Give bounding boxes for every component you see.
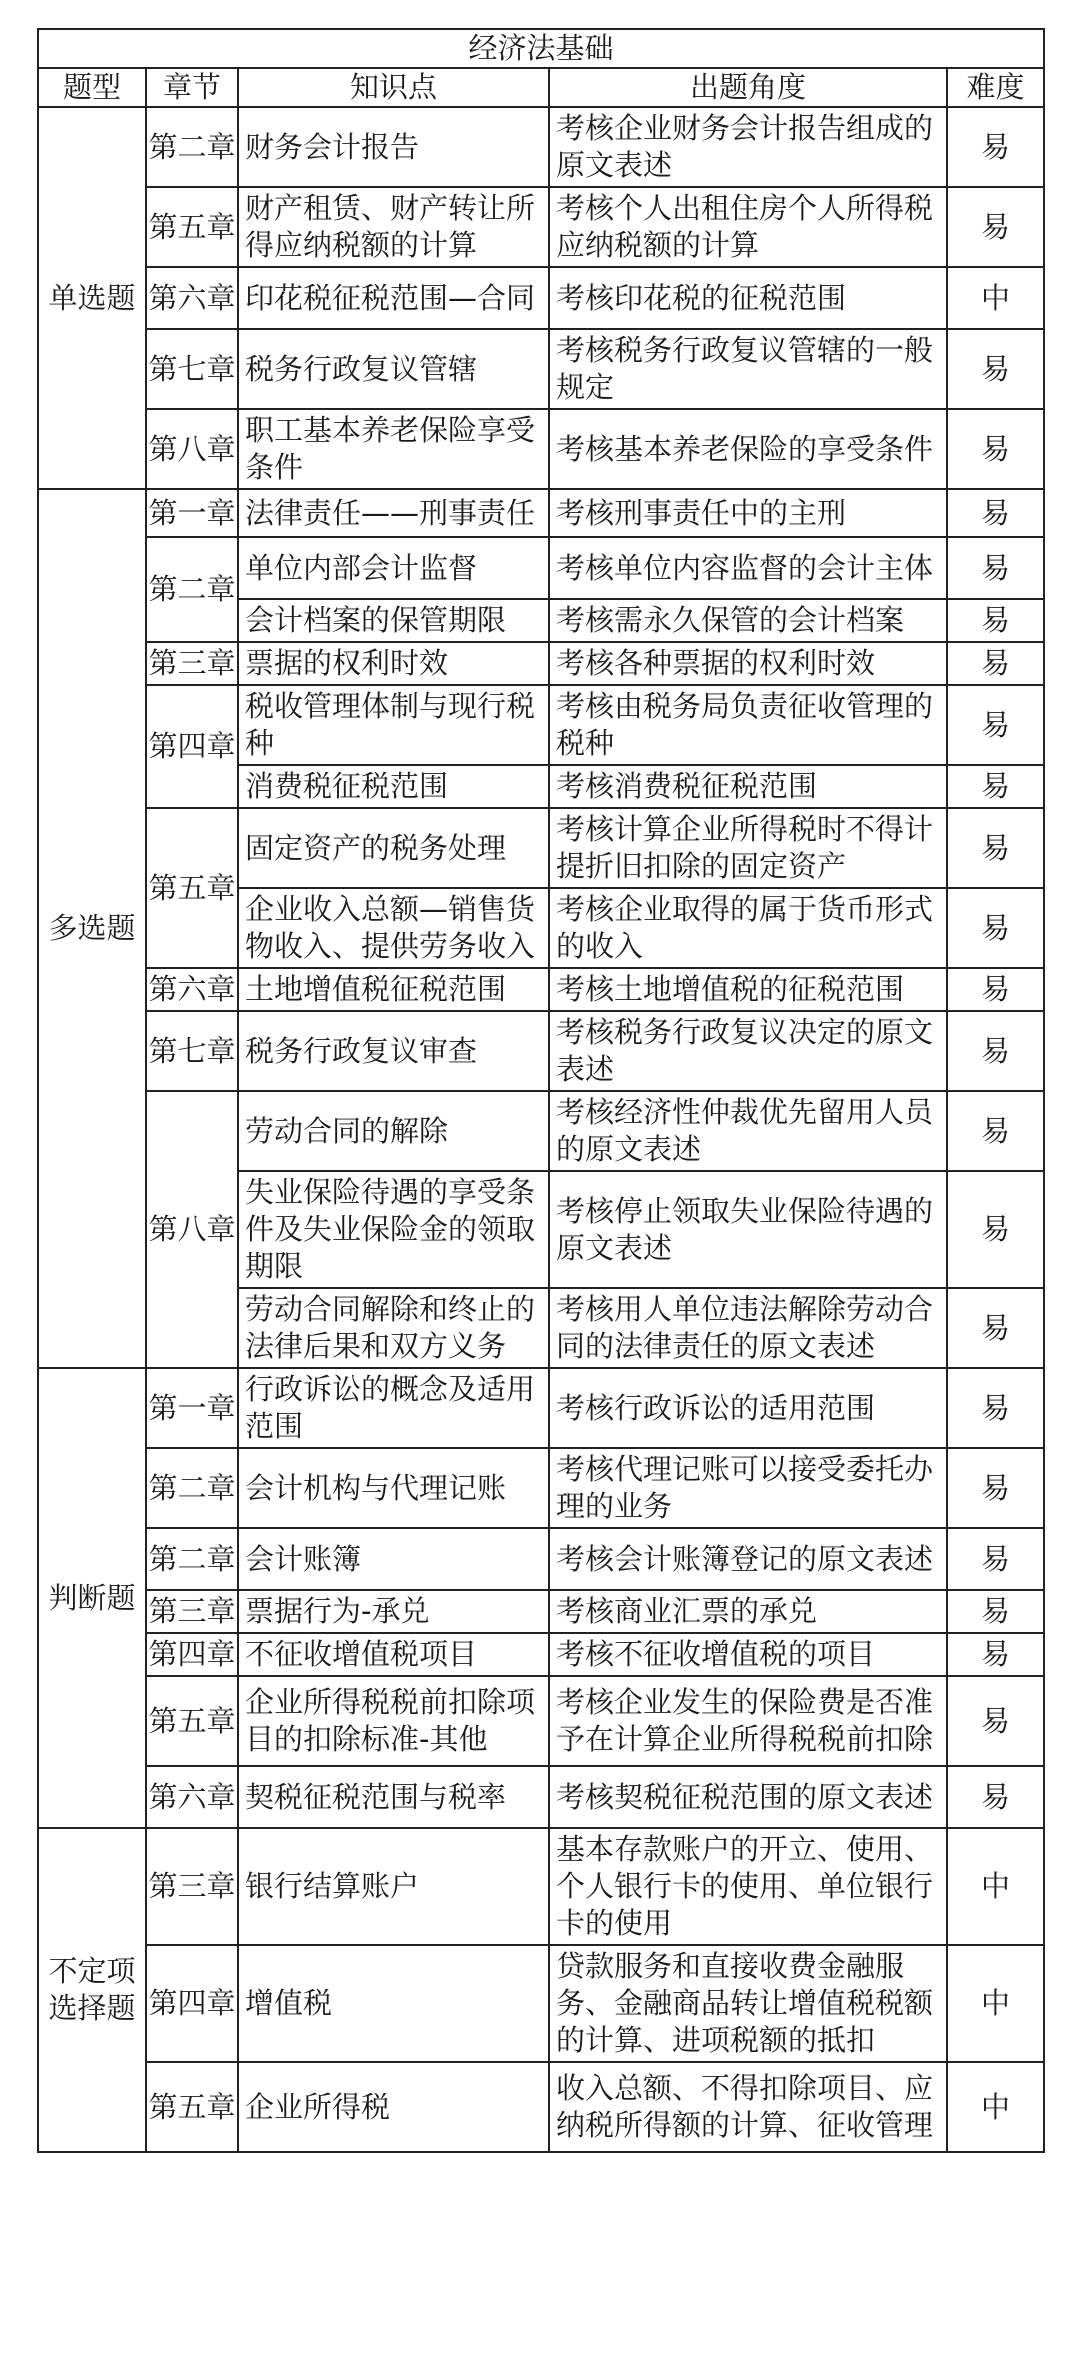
table-row [38, 1368, 1044, 1448]
question-angle-cell: 考核商业汇票的承兑 [549, 1590, 947, 1633]
chapter-cell: 第二章 [146, 1528, 238, 1590]
table-wrapper [37, 28, 1043, 2153]
exam-analysis-table [37, 28, 1045, 2153]
knowledge-point-cell: 企业收入总额—销售货物收入、提供劳务收入 [238, 888, 549, 968]
knowledge-point-cell: 印花税征税范围—合同 [238, 267, 549, 329]
knowledge-point-cell: 固定资产的税务处理 [238, 808, 549, 888]
difficulty-cell: 易 [947, 808, 1044, 888]
knowledge-point-cell: 会计档案的保管期限 [238, 599, 549, 642]
table-row [38, 1528, 1044, 1590]
difficulty-cell: 易 [947, 765, 1044, 808]
knowledge-point-cell: 企业所得税 [238, 2062, 549, 2152]
header-question-angle: 出题角度 [549, 68, 947, 107]
knowledge-point-cell: 税收管理体制与现行税种 [238, 685, 549, 765]
chapter-cell: 第五章 [146, 2062, 238, 2152]
question-angle-cell: 收入总额、不得扣除项目、应纳税所得额的计算、征收管理 [549, 2062, 947, 2152]
difficulty-cell: 易 [947, 409, 1044, 489]
header-knowledge-point: 知识点 [238, 68, 549, 107]
difficulty-cell: 易 [947, 1288, 1044, 1368]
difficulty-cell: 易 [947, 599, 1044, 642]
table-row [38, 107, 1044, 187]
question-angle-cell: 考核企业财务会计报告组成的原文表述 [549, 107, 947, 187]
difficulty-cell: 易 [947, 1633, 1044, 1676]
question-angle-cell: 考核税务行政复议管辖的一般规定 [549, 329, 947, 409]
table-row [38, 1676, 1044, 1766]
question-angle-cell: 考核用人单位违法解除劳动合同的法律责任的原文表述 [549, 1288, 947, 1368]
difficulty-cell: 易 [947, 1171, 1044, 1288]
chapter-cell: 第五章 [146, 1676, 238, 1766]
question-angle-cell: 考核印花税的征税范围 [549, 267, 947, 329]
title-row [38, 29, 1044, 68]
knowledge-point-cell: 银行结算账户 [238, 1828, 549, 1945]
difficulty-cell: 易 [947, 1448, 1044, 1528]
difficulty-cell: 中 [947, 1945, 1044, 2062]
question-type-cell: 不定项选择题 [38, 1828, 146, 2152]
question-type-cell: 判断题 [38, 1368, 146, 1828]
table-title: 经济法基础 [38, 29, 1044, 68]
question-angle-cell: 考核会计账簿登记的原文表述 [549, 1528, 947, 1590]
header-type: 题型 [38, 68, 146, 107]
chapter-cell: 第五章 [146, 808, 238, 968]
question-angle-cell: 考核计算企业所得税时不得计提折旧扣除的固定资产 [549, 808, 947, 888]
knowledge-point-cell: 消费税征税范围 [238, 765, 549, 808]
chapter-cell: 第六章 [146, 1766, 238, 1828]
table-row [38, 409, 1044, 489]
question-angle-cell: 考核刑事责任中的主刑 [549, 489, 947, 537]
knowledge-point-cell: 土地增值税征税范围 [238, 968, 549, 1011]
difficulty-cell: 易 [947, 1766, 1044, 1828]
question-angle-cell: 考核不征收增值税的项目 [549, 1633, 947, 1676]
chapter-cell: 第四章 [146, 1633, 238, 1676]
question-type-cell: 多选题 [38, 489, 146, 1368]
question-angle-cell: 考核行政诉讼的适用范围 [549, 1368, 947, 1448]
knowledge-point-cell: 企业所得税税前扣除项目的扣除标准-其他 [238, 1676, 549, 1766]
knowledge-point-cell: 劳动合同解除和终止的法律后果和双方义务 [238, 1288, 549, 1368]
knowledge-point-cell: 票据的权利时效 [238, 642, 549, 685]
table-row [38, 642, 1044, 685]
difficulty-cell: 易 [947, 1011, 1044, 1091]
question-angle-cell: 考核由税务局负责征收管理的税种 [549, 685, 947, 765]
knowledge-point-cell: 税务行政复议管辖 [238, 329, 549, 409]
question-angle-cell: 考核企业取得的属于货币形式的收入 [549, 888, 947, 968]
knowledge-point-cell: 法律责任——刑事责任 [238, 489, 549, 537]
header-row [38, 68, 1044, 107]
question-angle-cell: 考核代理记账可以接受委托办理的业务 [549, 1448, 947, 1528]
difficulty-cell: 易 [947, 489, 1044, 537]
table-row [38, 1828, 1044, 1945]
knowledge-point-cell: 单位内部会计监督 [238, 537, 549, 599]
header-difficulty: 难度 [947, 68, 1044, 107]
question-angle-cell: 基本存款账户的开立、使用、个人银行卡的使用、单位银行卡的使用 [549, 1828, 947, 1945]
difficulty-cell: 中 [947, 267, 1044, 329]
table-row [38, 1633, 1044, 1676]
table-row [38, 1091, 1044, 1171]
question-angle-cell: 考核土地增值税的征税范围 [549, 968, 947, 1011]
difficulty-cell: 易 [947, 1528, 1044, 1590]
difficulty-cell: 易 [947, 888, 1044, 968]
table-row [38, 1011, 1044, 1091]
table-row [38, 489, 1044, 537]
knowledge-point-cell: 会计账簿 [238, 1528, 549, 1590]
chapter-cell: 第八章 [146, 409, 238, 489]
table-row [38, 1590, 1044, 1633]
chapter-cell: 第二章 [146, 107, 238, 187]
difficulty-cell: 易 [947, 537, 1044, 599]
difficulty-cell: 易 [947, 642, 1044, 685]
knowledge-point-cell: 行政诉讼的概念及适用范围 [238, 1368, 549, 1448]
table-row [38, 1945, 1044, 2062]
question-angle-cell: 考核个人出租住房个人所得税应纳税额的计算 [549, 187, 947, 267]
knowledge-point-cell: 财务会计报告 [238, 107, 549, 187]
chapter-cell: 第七章 [146, 1011, 238, 1091]
chapter-cell: 第四章 [146, 1945, 238, 2062]
knowledge-point-cell: 职工基本养老保险享受条件 [238, 409, 549, 489]
table-row [38, 2062, 1044, 2152]
difficulty-cell: 易 [947, 1590, 1044, 1633]
question-type-cell: 单选题 [38, 107, 146, 489]
difficulty-cell: 易 [947, 968, 1044, 1011]
knowledge-point-cell: 会计机构与代理记账 [238, 1448, 549, 1528]
knowledge-point-cell: 失业保险待遇的享受条件及失业保险金的领取期限 [238, 1171, 549, 1288]
chapter-cell: 第八章 [146, 1091, 238, 1368]
chapter-cell: 第七章 [146, 329, 238, 409]
knowledge-point-cell: 票据行为-承兑 [238, 1590, 549, 1633]
table-row [38, 1766, 1044, 1828]
knowledge-point-cell: 财产租赁、财产转让所得应纳税额的计算 [238, 187, 549, 267]
question-angle-cell: 考核契税征税范围的原文表述 [549, 1766, 947, 1828]
question-angle-cell: 考核经济性仲裁优先留用人员的原文表述 [549, 1091, 947, 1171]
chapter-cell: 第二章 [146, 537, 238, 642]
question-angle-cell: 考核消费税征税范围 [549, 765, 947, 808]
question-angle-cell: 贷款服务和直接收费金融服务、金融商品转让增值税税额的计算、进项税额的抵扣 [549, 1945, 947, 2062]
question-angle-cell: 考核单位内容监督的会计主体 [549, 537, 947, 599]
table-row [38, 537, 1044, 599]
question-angle-cell: 考核需永久保管的会计档案 [549, 599, 947, 642]
knowledge-point-cell: 契税征税范围与税率 [238, 1766, 549, 1828]
question-angle-cell: 考核基本养老保险的享受条件 [549, 409, 947, 489]
chapter-cell: 第三章 [146, 1828, 238, 1945]
knowledge-point-cell: 增值税 [238, 1945, 549, 2062]
difficulty-cell: 易 [947, 1368, 1044, 1448]
difficulty-cell: 中 [947, 1828, 1044, 1945]
question-angle-cell: 考核各种票据的权利时效 [549, 642, 947, 685]
table-row [38, 187, 1044, 267]
chapter-cell: 第六章 [146, 267, 238, 329]
question-angle-cell: 考核税务行政复议决定的原文表述 [549, 1011, 947, 1091]
table-row [38, 808, 1044, 888]
table-row [38, 1448, 1044, 1528]
table-row [38, 267, 1044, 329]
table-row [38, 968, 1044, 1011]
table-row [38, 685, 1044, 765]
chapter-cell: 第一章 [146, 489, 238, 537]
chapter-cell: 第二章 [146, 1448, 238, 1528]
knowledge-point-cell: 劳动合同的解除 [238, 1091, 549, 1171]
header-chapter: 章节 [146, 68, 238, 107]
chapter-cell: 第六章 [146, 968, 238, 1011]
difficulty-cell: 易 [947, 685, 1044, 765]
difficulty-cell: 易 [947, 187, 1044, 267]
difficulty-cell: 易 [947, 107, 1044, 187]
chapter-cell: 第四章 [146, 685, 238, 808]
question-angle-cell: 考核企业发生的保险费是否准予在计算企业所得税税前扣除 [549, 1676, 947, 1766]
difficulty-cell: 中 [947, 2062, 1044, 2152]
difficulty-cell: 易 [947, 329, 1044, 409]
difficulty-cell: 易 [947, 1676, 1044, 1766]
question-angle-cell: 考核停止领取失业保险待遇的原文表述 [549, 1171, 947, 1288]
difficulty-cell: 易 [947, 1091, 1044, 1171]
chapter-cell: 第五章 [146, 187, 238, 267]
knowledge-point-cell: 税务行政复议审查 [238, 1011, 549, 1091]
knowledge-point-cell: 不征收增值税项目 [238, 1633, 549, 1676]
chapter-cell: 第一章 [146, 1368, 238, 1448]
chapter-cell: 第三章 [146, 642, 238, 685]
table-row [38, 329, 1044, 409]
chapter-cell: 第三章 [146, 1590, 238, 1633]
